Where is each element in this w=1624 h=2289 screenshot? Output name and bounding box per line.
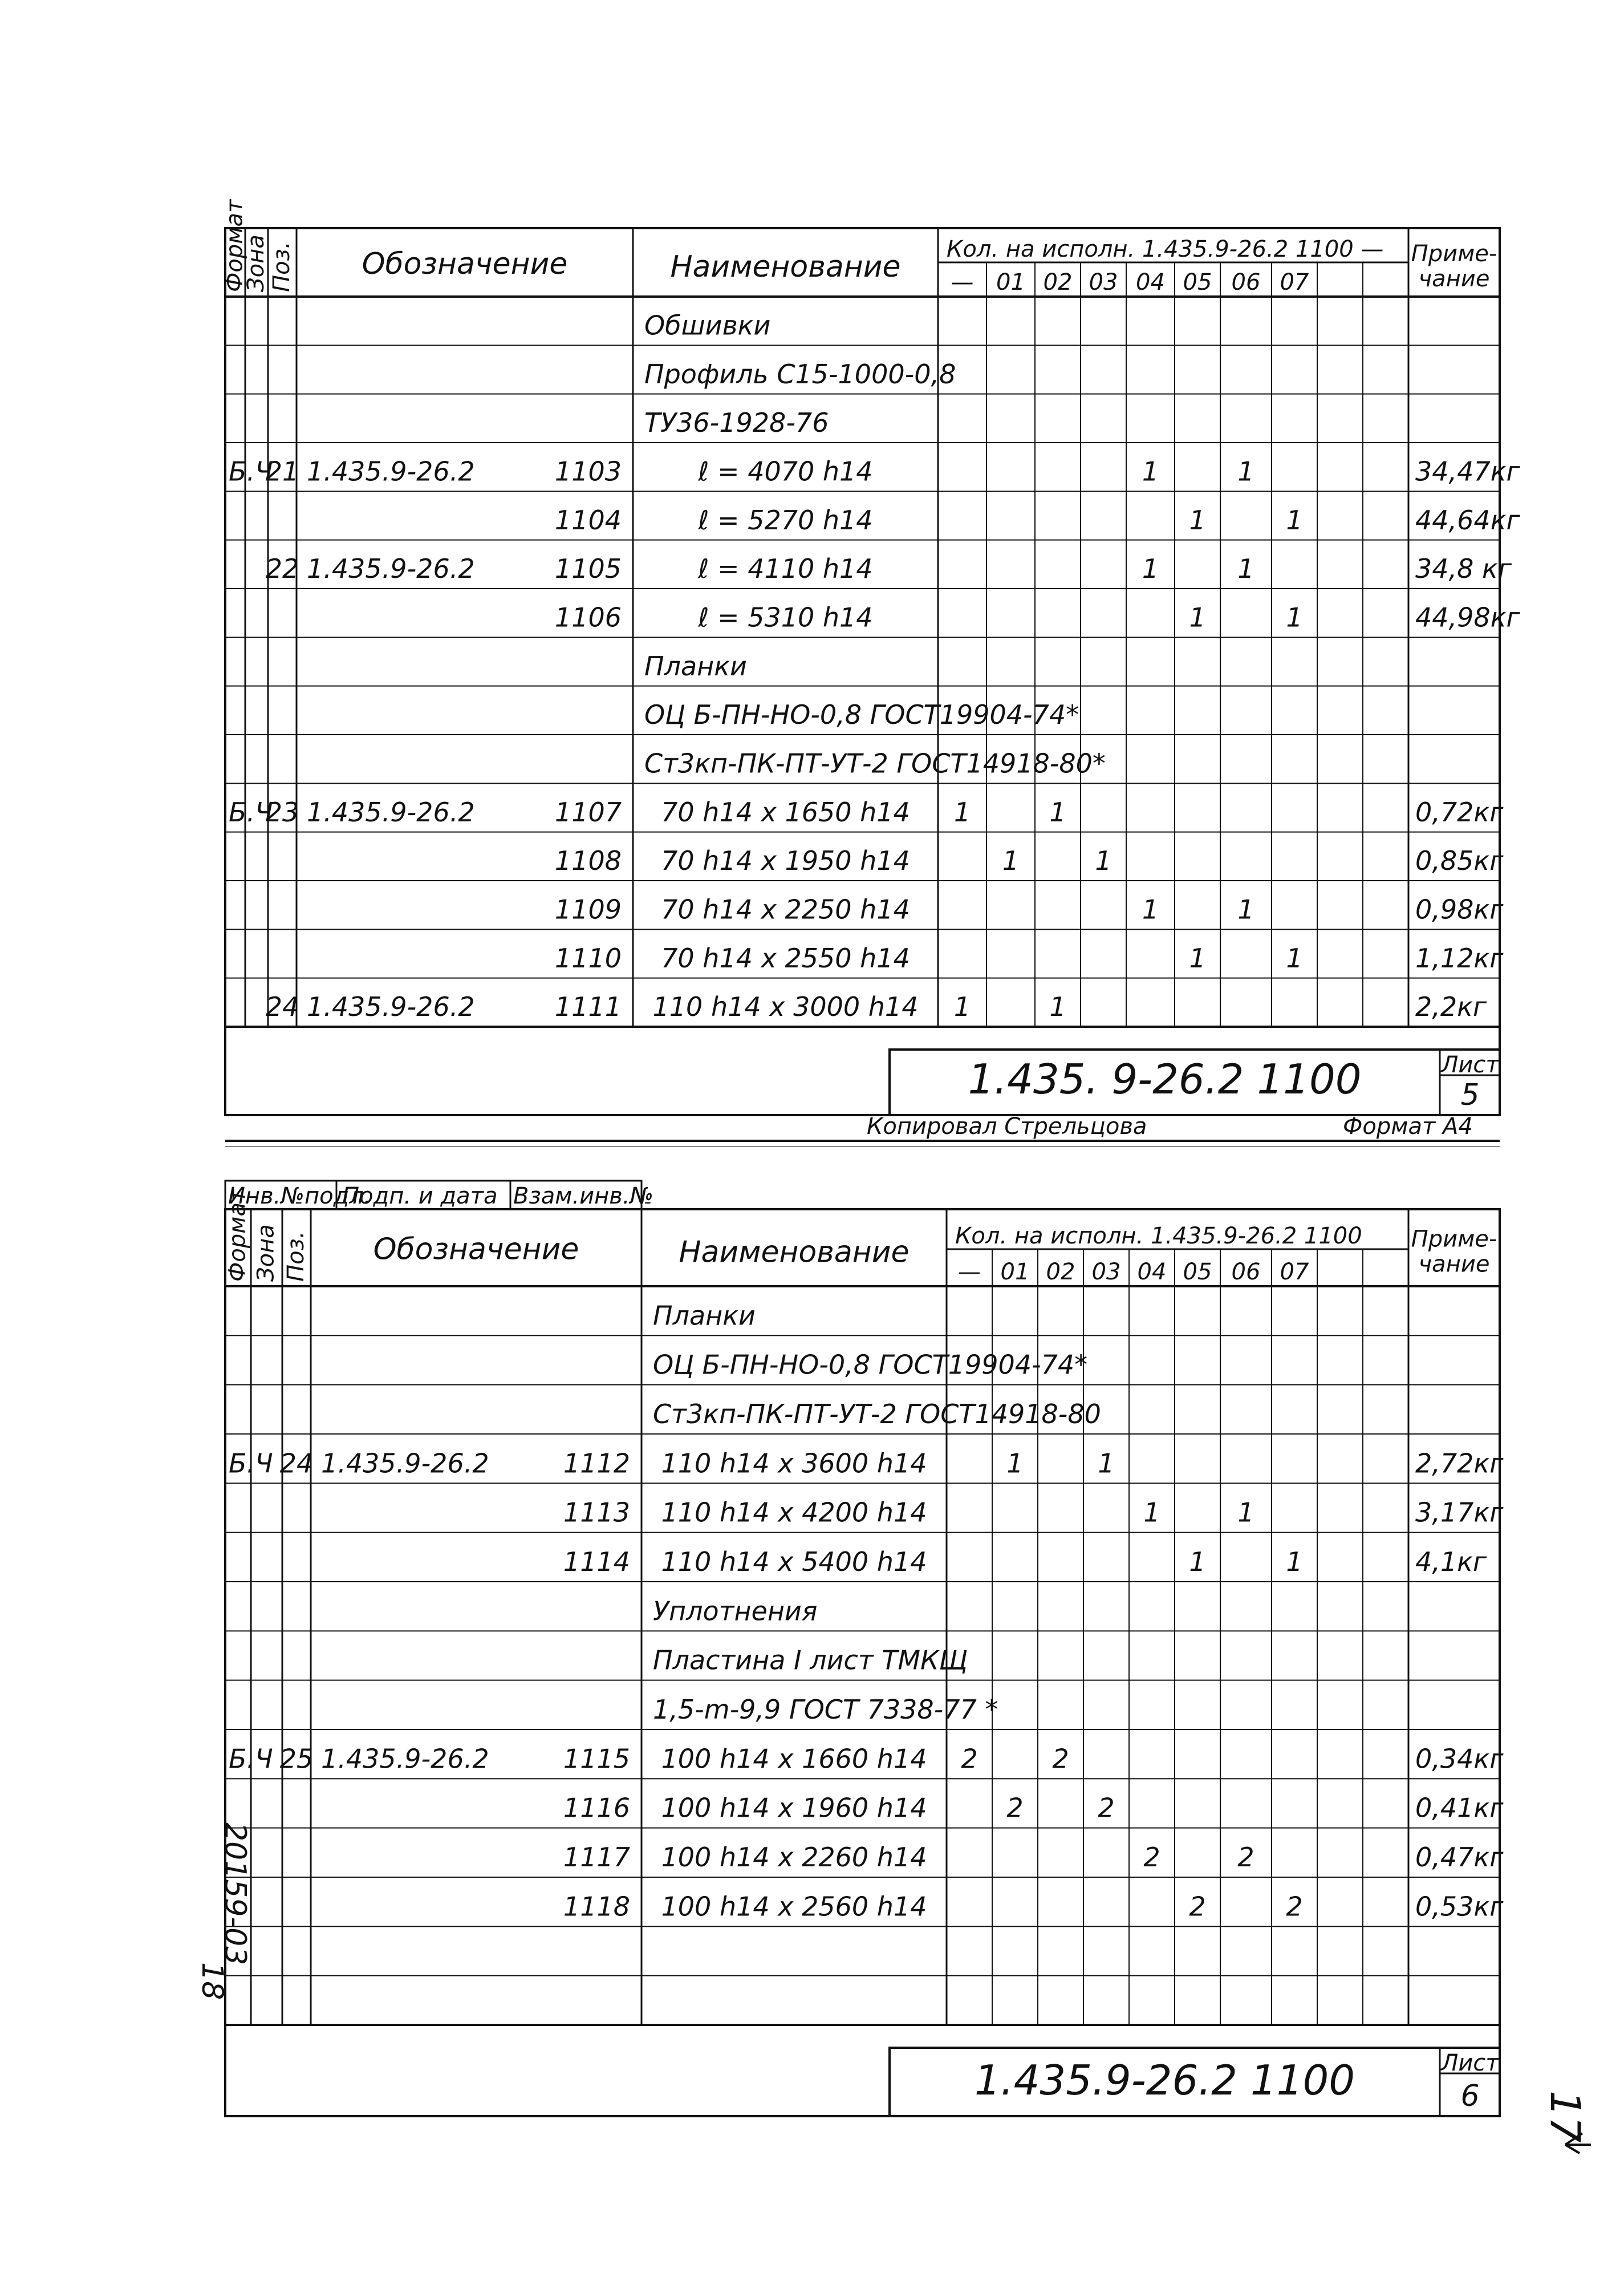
header-variant-3: 03 [1091, 1259, 1121, 1285]
row-designation-number: 1115 [563, 1743, 630, 1775]
row-note: 3,17кг [1415, 1497, 1504, 1528]
row-note: 0,47кг [1415, 1842, 1504, 1873]
row-name: Ст3кп-ПК-ПТ-УТ-2 ГОСТ14918-80* [644, 748, 1106, 779]
corner-page-mark: 17 [1541, 2091, 1589, 2143]
header-pos: Поз. [269, 241, 295, 292]
header-variant-6: 06 [1231, 1259, 1261, 1285]
table-row [644, 699, 1079, 730]
row-quantity-7: 2 [1286, 1891, 1303, 1922]
row-quantity-6: 1 [1237, 894, 1254, 925]
table-row [644, 407, 829, 438]
row-position: 23 [265, 796, 299, 828]
row-designation-number: 1112 [563, 1448, 630, 1479]
row-quantity-2: 2 [1052, 1743, 1069, 1775]
header-name: Наименование [670, 250, 901, 284]
row-quantity-7: 1 [1286, 504, 1303, 536]
format-label: Формат А4 [1343, 1113, 1473, 1140]
row-note: 0,53кг [1415, 1891, 1504, 1922]
row-designation-number: 1117 [563, 1842, 630, 1873]
row-note: 2,2кг [1415, 991, 1487, 1023]
row-designation: 1.435.9-26.2 [321, 1448, 489, 1479]
header-format: Формат [221, 199, 248, 292]
row-name: 70 h14 x 1650 h14 [661, 796, 910, 828]
row-quantity-5: 1 [1189, 504, 1206, 536]
table-row [229, 797, 1504, 828]
row-note: 2,72кг [1415, 1448, 1504, 1479]
row-name: 1,5-m-9,9 ГОСТ 7338-77 * [653, 1694, 998, 1725]
row-designation-number: 1114 [563, 1546, 630, 1578]
specification-sheet-5 [222, 198, 1521, 1115]
row-position: 22 [265, 553, 299, 585]
table-row [653, 1350, 1087, 1380]
row-name: Планки [653, 1300, 756, 1331]
side-document-code: 20159-03 [218, 1822, 252, 1966]
stamp-document-code: 1.435.9-26.2 1100 [974, 2056, 1355, 2104]
table-row [555, 845, 1504, 876]
signature-date-label: Подп. и дата [342, 1183, 498, 1209]
row-quantity-2: 1 [1049, 991, 1066, 1023]
header-zone: Зона [243, 234, 269, 292]
header-variant-2: 02 [1043, 269, 1073, 295]
row-name: 70 h14 x 1950 h14 [661, 845, 910, 877]
header-quantity-title: Кол. на исполн. 1.435.9-26.2 1100 [955, 1223, 1362, 1249]
row-designation: 1.435.9-26.2 [307, 796, 475, 828]
copied-by-label: Копировал Стрельцова [867, 1113, 1147, 1140]
header-variant-5: 05 [1183, 1259, 1212, 1285]
stamp-document-code: 1.435. 9-26.2 1100 [968, 1055, 1362, 1103]
row-quantity-6: 2 [1237, 1842, 1254, 1873]
row-quantity-6: 1 [1237, 456, 1254, 487]
table-row [229, 1448, 1504, 1478]
row-note: 0,72кг [1415, 796, 1504, 828]
table-row [555, 505, 1521, 536]
row-quantity-4: 1 [1142, 553, 1159, 585]
row-quantity-7: 1 [1286, 1546, 1303, 1578]
row-designation-number: 1113 [563, 1497, 630, 1528]
row-designation-number: 1118 [563, 1891, 630, 1922]
header-note-line2: чание [1418, 1251, 1490, 1278]
header-quantity-title: Кол. на исполн. 1.435.9-26.2 1100 — [947, 236, 1384, 262]
row-designation-number: 1109 [554, 894, 622, 925]
header-variant-0: — [951, 269, 974, 295]
header-variant-7: 07 [1280, 269, 1309, 295]
row-designation: 1.435.9-26.2 [321, 1743, 489, 1775]
row-quantity-1: 1 [1006, 1448, 1024, 1479]
header-pos: Поз. [283, 1231, 309, 1282]
row-name: 100 h14 x 1960 h14 [661, 1792, 927, 1824]
row-name: ℓ = 5310 h14 [698, 602, 873, 633]
row-format: Б.Ч [229, 1743, 273, 1775]
row-quantity-6: 1 [1237, 1497, 1254, 1528]
row-name: Обшивки [644, 310, 771, 341]
row-note: 0,41кг [1415, 1792, 1504, 1824]
table-row [555, 602, 1521, 633]
row-name: 110 h14 x 5400 h14 [661, 1546, 927, 1578]
row-format: Б.Ч [229, 1448, 273, 1479]
header-variant-7: 07 [1280, 1259, 1309, 1285]
stamp-sheet-label: Лист [1441, 2050, 1499, 2076]
replacement-inventory-label: Взам.инв.№ [513, 1183, 654, 1209]
row-quantity-4: 1 [1142, 894, 1159, 925]
row-name: 70 h14 x 2250 h14 [661, 894, 910, 925]
row-position: 24 [265, 991, 299, 1023]
row-quantity-5: 1 [1189, 942, 1206, 974]
row-position: 21 [265, 456, 299, 487]
row-name: 70 h14 x 2550 h14 [661, 942, 910, 974]
row-quantity-7: 1 [1286, 602, 1303, 633]
row-quantity-3: 1 [1095, 845, 1112, 877]
row-name: ТУ36-1928-76 [644, 407, 829, 439]
row-designation-number: 1106 [554, 602, 622, 633]
table-row [266, 991, 1487, 1022]
row-quantity-1: 1 [1002, 845, 1020, 877]
row-designation: 1.435.9-26.2 [307, 456, 475, 487]
table-row [555, 943, 1504, 974]
header-variant-4: 04 [1137, 1259, 1167, 1285]
table-row [653, 1300, 756, 1331]
row-designation-number: 1108 [554, 845, 622, 877]
row-designation: 1.435.9-26.2 [307, 991, 475, 1023]
row-quantity-5: 2 [1189, 1891, 1206, 1922]
header-zone: Зона [253, 1224, 279, 1282]
header-variant-5: 05 [1183, 269, 1212, 295]
side-page-number: 18 [195, 1962, 229, 2000]
row-quantity-5: 1 [1189, 602, 1206, 633]
row-name: ℓ = 4070 h14 [698, 456, 873, 487]
row-quantity-1: 2 [1006, 1792, 1024, 1824]
row-name: ОЦ Б-ПН-НО-0,8 ГОСТ19904-74* [644, 699, 1079, 731]
row-note: 0,98кг [1415, 894, 1504, 925]
stamp-sheet-number: 6 [1460, 2079, 1480, 2113]
row-name: 110 h14 x 4200 h14 [661, 1497, 927, 1528]
row-quantity-0: 2 [961, 1743, 978, 1775]
row-quantity-2: 1 [1049, 796, 1066, 828]
row-designation-number: 1111 [554, 991, 622, 1023]
row-position: 24 [279, 1448, 314, 1479]
row-designation-number: 1116 [563, 1792, 630, 1824]
header-variant-0: — [958, 1259, 981, 1285]
row-note: 0,85кг [1415, 845, 1504, 877]
row-name: ℓ = 5270 h14 [698, 504, 873, 536]
row-name: Уплотнения [653, 1595, 818, 1627]
row-note: 44,64кг [1415, 504, 1520, 536]
header-variant-6: 06 [1231, 269, 1261, 295]
row-quantity-0: 1 [953, 991, 971, 1023]
row-note: 34,8 кг [1415, 553, 1512, 585]
row-quantity-6: 1 [1237, 553, 1254, 585]
table-row [653, 1694, 998, 1725]
row-name: 100 h14 x 2560 h14 [661, 1891, 927, 1922]
specification-sheet-6 [225, 1188, 1504, 2116]
header-variant-2: 02 [1046, 1259, 1075, 1285]
row-name: Профиль С15-1000-0,8 [644, 358, 956, 390]
row-name: 110 h14 x 3000 h14 [652, 991, 919, 1023]
row-quantity-4: 1 [1142, 456, 1159, 487]
row-designation-number: 1103 [554, 456, 622, 487]
row-designation: 1.435.9-26.2 [307, 553, 475, 585]
stamp-sheet-number: 5 [1460, 1078, 1480, 1112]
row-note: 34,47кг [1415, 456, 1520, 487]
row-format: Б.Ч [229, 456, 273, 487]
table-row [229, 1743, 1504, 1774]
header-variant-1: 01 [1000, 1259, 1030, 1285]
header-variant-1: 01 [996, 269, 1025, 295]
table-row [644, 310, 770, 341]
row-designation-number: 1107 [554, 796, 622, 828]
table-row [563, 1546, 1487, 1577]
stamp-sheet-label: Лист [1441, 1052, 1499, 1078]
row-note: 0,34кг [1415, 1743, 1504, 1775]
row-name: 110 h14 x 3600 h14 [661, 1448, 927, 1479]
row-designation-number: 1104 [554, 504, 622, 536]
row-quantity-3: 2 [1098, 1792, 1115, 1824]
header-format: Формат [224, 1189, 251, 1282]
table-row [653, 1399, 1101, 1429]
table-row [644, 748, 1106, 779]
row-quantity-3: 1 [1098, 1448, 1115, 1479]
row-note: 1,12кг [1415, 942, 1504, 974]
row-name: 100 h14 x 1660 h14 [661, 1743, 927, 1775]
row-quantity-7: 1 [1286, 942, 1303, 974]
table-row [229, 456, 1520, 487]
row-note: 44,98кг [1415, 602, 1520, 633]
header-name: Наименование [679, 1235, 910, 1270]
header-designation: Обозначение [373, 1232, 579, 1267]
row-quantity-4: 2 [1143, 1842, 1160, 1873]
row-quantity-4: 1 [1143, 1497, 1160, 1528]
row-name: Планки [644, 650, 747, 682]
row-position: 25 [279, 1743, 314, 1775]
header-designation: Обозначение [362, 247, 568, 281]
table-row [644, 651, 747, 682]
row-designation-number: 1105 [554, 553, 622, 585]
row-designation-number: 1110 [554, 942, 622, 974]
table-row [555, 894, 1504, 925]
row-name: Ст3кп-ПК-ПТ-УТ-2 ГОСТ14918-80 [653, 1399, 1101, 1430]
inventory-number-label: Инв.№подл. [228, 1183, 371, 1209]
header-note-line1: Приме- [1411, 241, 1497, 267]
row-name: Пластина I лист ТМКЩ [653, 1644, 968, 1676]
table-row [653, 1595, 817, 1626]
row-quantity-5: 1 [1189, 1546, 1206, 1578]
header-variant-3: 03 [1089, 269, 1118, 295]
row-format: Б.Ч [229, 796, 273, 828]
row-quantity-0: 1 [953, 796, 971, 828]
table-row [653, 1645, 968, 1676]
row-name: ОЦ Б-ПН-НО-0,8 ГОСТ19904-74* [653, 1349, 1088, 1380]
header-note-line1: Приме- [1411, 1226, 1497, 1253]
table-row [644, 359, 956, 390]
row-name: ℓ = 4110 h14 [698, 553, 873, 585]
table-row [266, 553, 1512, 584]
row-name: 100 h14 x 2260 h14 [661, 1842, 927, 1873]
header-variant-4: 04 [1136, 269, 1165, 295]
row-note: 4,1кг [1415, 1546, 1487, 1578]
header-note-line2: чание [1418, 266, 1490, 292]
